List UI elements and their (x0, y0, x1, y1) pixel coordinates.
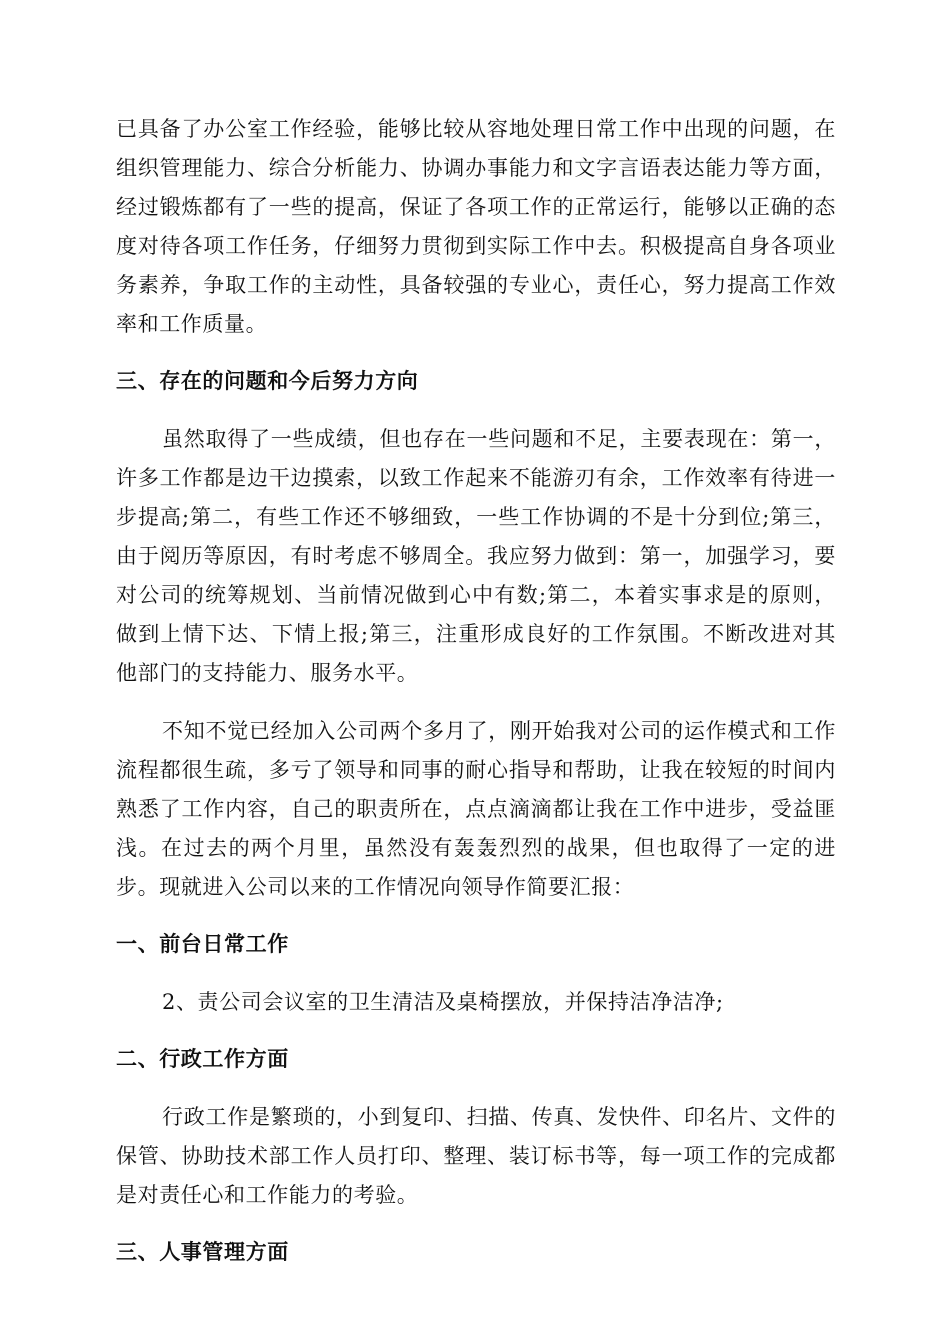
document-body (116, 110, 836, 1272)
heading-front-desk-work: 一、前台日常工作 (116, 932, 289, 956)
heading-administrative-work: 二、行政工作方面 (116, 1047, 289, 1071)
paragraph-joining-company: 不知不觉已经加入公司两个多月了，刚开始我对公司的运作模式和工作流程都很生疏，多亏了领导和同事的耐心指导和帮助，让我在较短的时间内熟悉了工作内容，自己的职责所在，点点滴滴都让我在工作中进步，受益匪浅。在过去的两个月里，虽然没有轰轰烈烈的战果，但也取得了一定的进步。现就进入公司以来的工作情况向领导作简要汇报： (116, 719, 836, 899)
paragraph-meeting-room: 2、责公司会议室的卫生清洁及桌椅摆放，并保持洁净洁净; (162, 990, 724, 1014)
heading-problems-and-direction: 三、存在的问题和今后努力方向 (116, 369, 419, 393)
paragraph-office-experience: 已具备了办公室工作经验，能够比较从容地处理日常工作中出现的问题，在组织管理能力、综合分析能力、协调办事能力和文字言语表达能力等方面，经过锻炼都有了一些的提高，保证了各项工作的正常运行，能够以正确的态度对待各项工作任务，仔细努力贯彻到实际工作中去。积极提高自身各项业务素养，争取工作的主动性，具备较强的专业心，责任心，努力提高工作效率和工作质量。 (116, 117, 836, 336)
heading-personnel-management: 三、人事管理方面 (116, 1240, 289, 1264)
paragraph-administrative-tasks: 行政工作是繁琐的，小到复印、扫描、传真、发快件、印名片、文件的保管、协助技术部工作人员打印、整理、装订标书等，每一项工作的完成都是对责任心和工作能力的考验。 (116, 1105, 836, 1207)
paragraph-problems: 虽然取得了一些成绩，但也存在一些问题和不足，主要表现在：第一，许多工作都是边干边摸索，以致工作起来不能游刃有余，工作效率有待进一步提高;第二，有些工作还不够细致，一些工作协调的不是十分到位;第三，由于阅历等原因，有时考虑不够周全。我应努力做到：第一，加强学习，要对公司的统筹规划、当前情况做到心中有数;第二，本着实事求是的原则，做到上情下达、下情上报;第三，注重形成良好的工作氛围。不断改进对其他部门的支持能力、服务水平。 (116, 427, 836, 685)
